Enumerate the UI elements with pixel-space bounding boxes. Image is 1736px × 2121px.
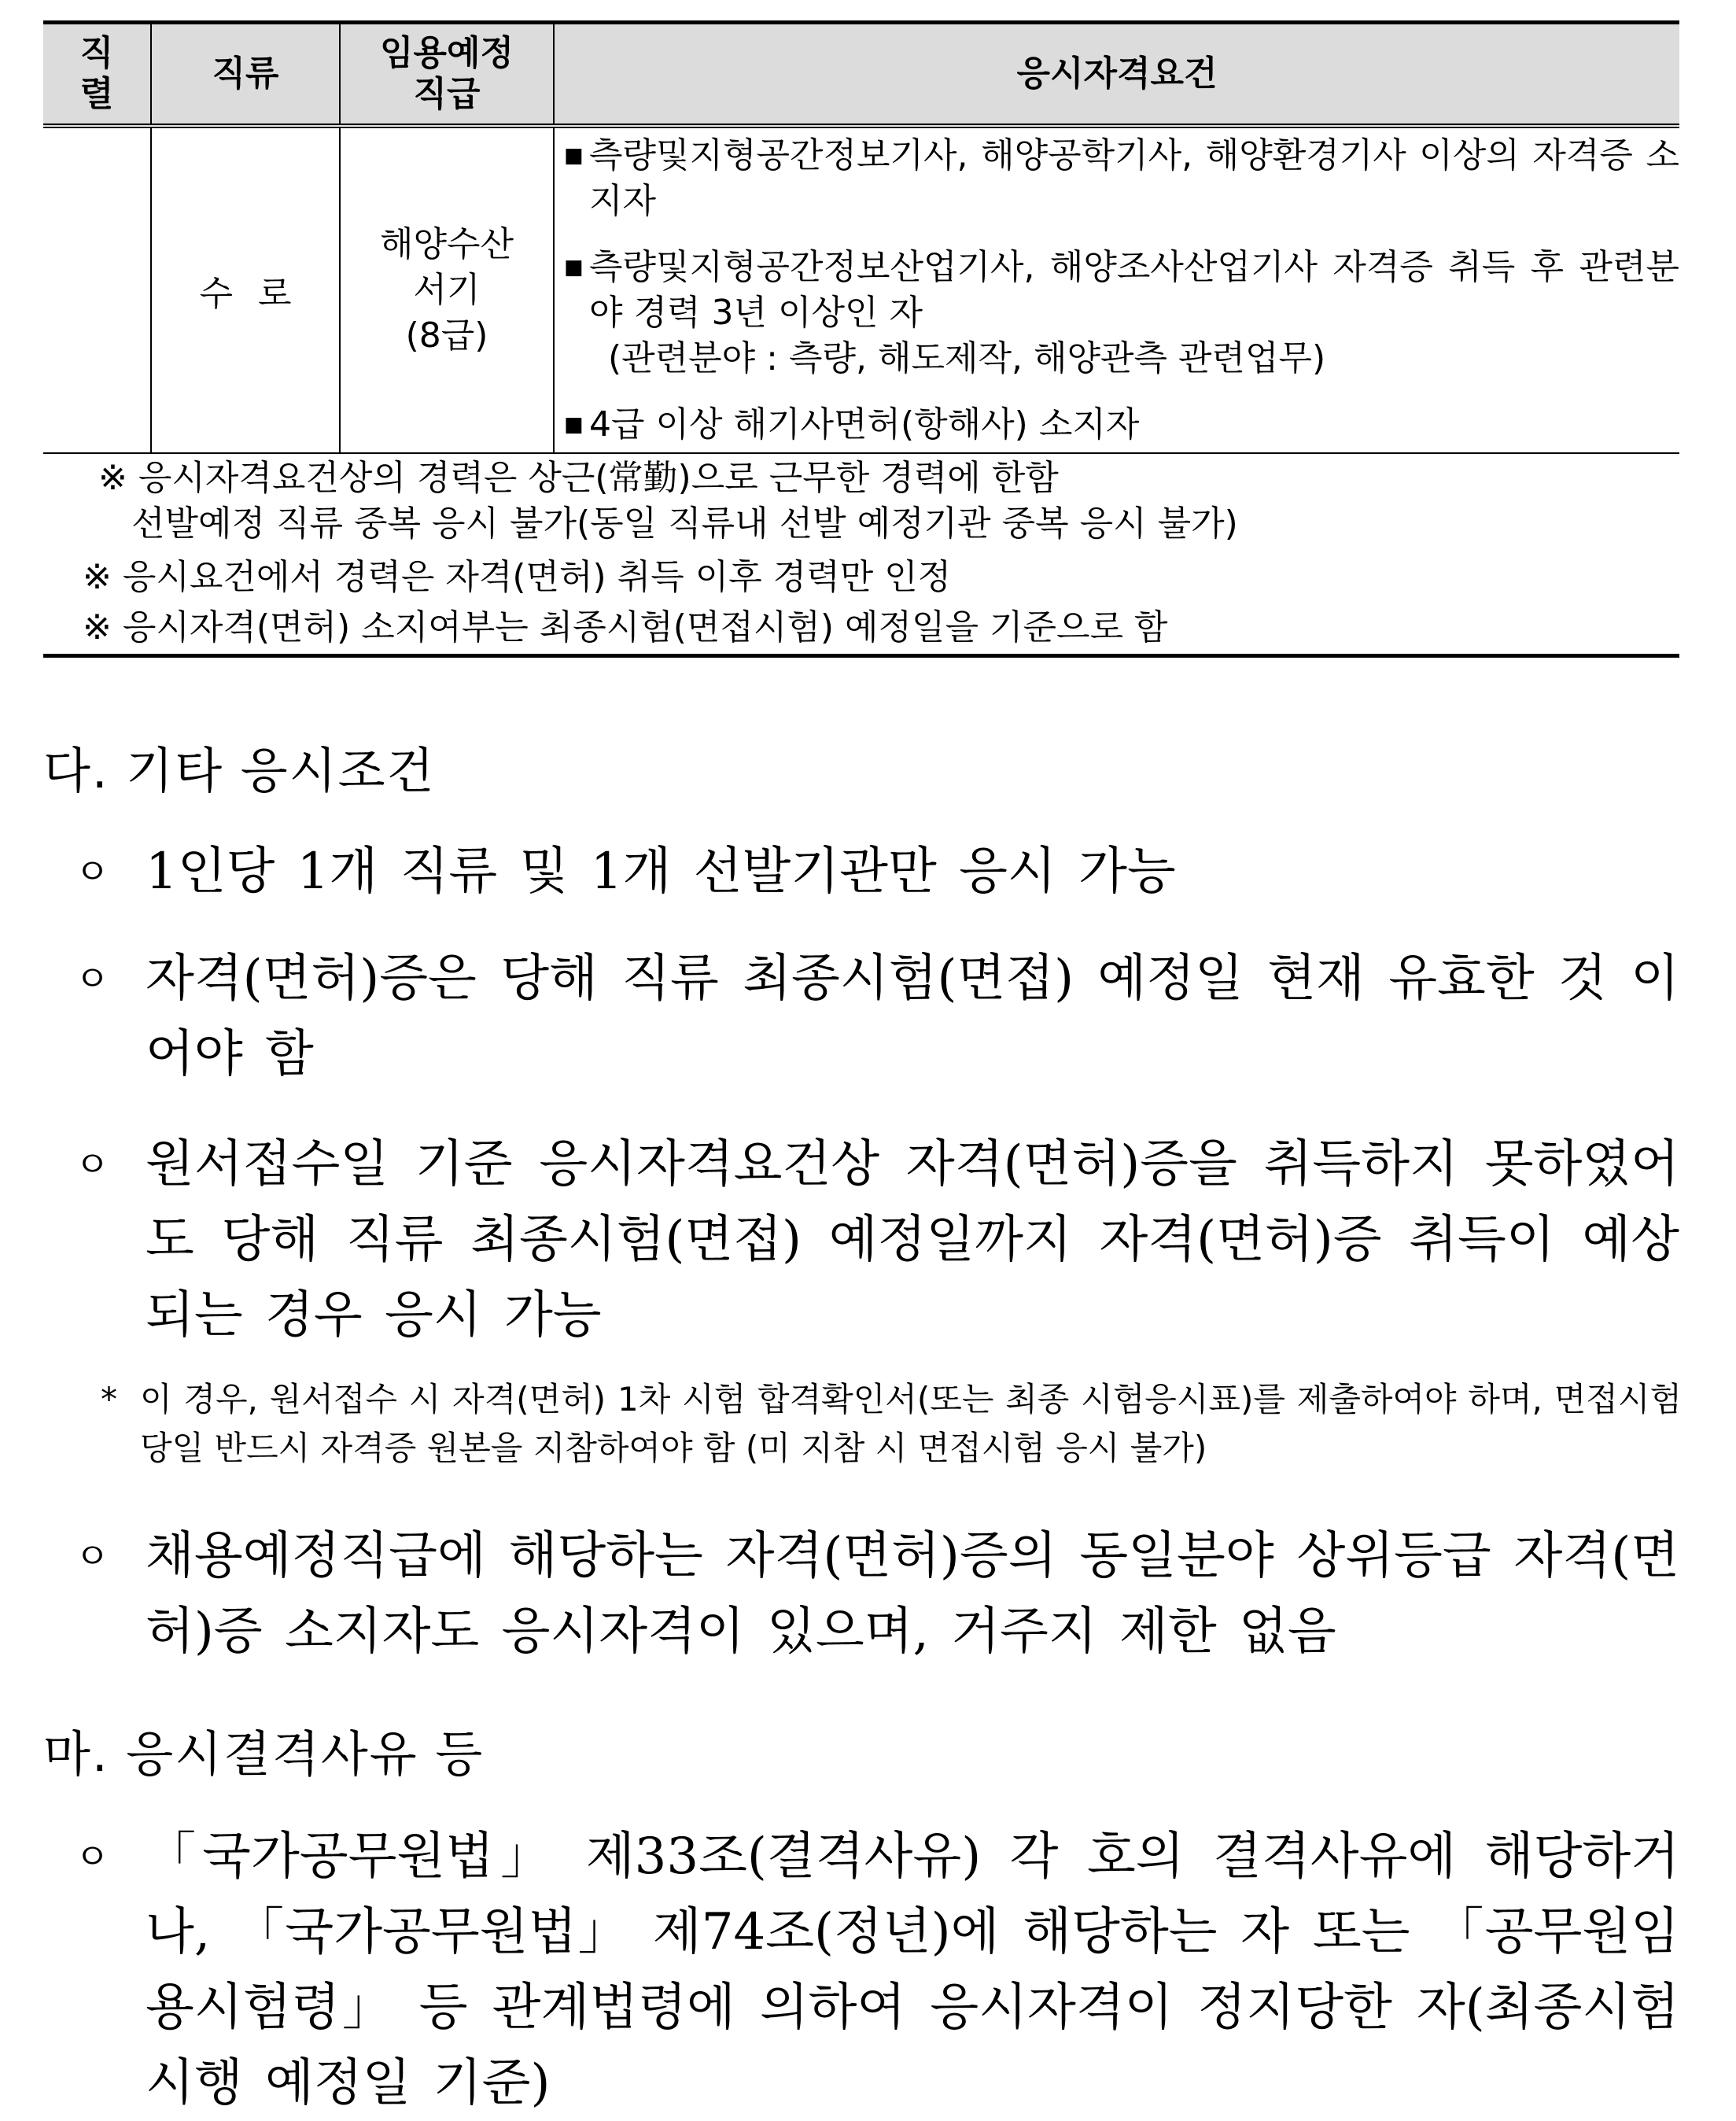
circle-marker-icon: ㅇ <box>75 1835 110 1878</box>
circle-marker-icon: ㅇ <box>75 1143 110 1186</box>
section-title-da: 다. 기타 응시조건 <box>43 742 436 799</box>
header-jikryu: 직류 <box>151 23 340 127</box>
requirement-text: 측량및지형공간정보기사, 해양공학기사, 해양환경기사 이상의 자격증 소지자 <box>589 135 1679 221</box>
requirement-item <box>564 402 1679 448</box>
requirements-table <box>43 20 1679 658</box>
header-requirement: 응시자격요건 <box>554 23 1679 127</box>
square-bullet-icon: ■ <box>564 256 584 279</box>
grade-line: 서기 <box>413 270 481 310</box>
table-note: ※ 응시요건에서 경력은 자격(면허) 취득 이후 경력만 인정 <box>83 557 952 597</box>
cell-grade <box>340 126 554 453</box>
section-title-ma: 마. 응시결격사유 등 <box>43 1725 485 1783</box>
circle-marker-icon: ㅇ <box>75 957 110 1000</box>
circle-marker-icon: ㅇ <box>75 850 110 893</box>
cell-jikryeol <box>43 126 151 453</box>
square-bullet-icon: ■ <box>564 413 584 437</box>
list-item <box>75 1127 1679 1353</box>
item-text: 1인당 1개 직류 및 1개 선발기관만 응시 가능 <box>146 843 1176 901</box>
header-jikryeol: 직 렬 <box>43 23 151 127</box>
list-item <box>75 941 1679 1092</box>
table-note: ※ 응시자격(면허) 소지여부는 최종시험(면접시험) 예정일을 기준으로 함 <box>83 607 1168 647</box>
asterisk-note <box>101 1375 1682 1473</box>
circle-marker-icon: ㅇ <box>75 1535 110 1577</box>
square-bullet-icon: ■ <box>564 144 584 168</box>
list-item <box>75 1819 1679 2121</box>
header-grade: 임용예정 직급 <box>340 23 554 127</box>
item-text: 자격(면허)증은 당해 직류 최종시험(면접) 예정일 현재 유효한 것 이어야 함 <box>146 950 1679 1083</box>
table-note: 선발예정 직류 중복 응시 불가(동일 직류내 선발 예정기관 중복 응시 불가) <box>131 504 1238 544</box>
grade-line: (8급) <box>405 315 488 356</box>
requirement-item <box>564 133 1679 224</box>
requirement-sub: (관련분야 : 측량, 해도제작, 해양관측 관련업무) <box>608 338 1326 378</box>
item-text: 채용예정직급에 해당하는 자격(면허)증의 동일분야 상위등급 자격(면허)증 소지자도 응시자격이 있으며, 거주지 제한 없음 <box>146 1527 1679 1661</box>
requirement-main: 측량및지형공간정보산업기사, 해양조사산업기사 자격증 취득 후 관련분야 경력 3년 이상인 자 <box>589 247 1679 333</box>
grade-line: 해양수산 <box>379 224 514 264</box>
list-item <box>75 1518 1679 1669</box>
requirement-item <box>564 245 1679 382</box>
item-text: 원서접수일 기준 응시자격요건상 자격(면허)증을 취득하지 못하였어도 당해 직류 최종시험(면접) 예정일까지 자격(면허)증 취득이 예상되는 경우 응시 가능 <box>146 1135 1679 1345</box>
table-notes <box>43 453 1679 656</box>
note-text: 이 경우, 원서접수 시 자격(면허) 1차 시험 합격확인서(또는 최종 시험응시표)를 제출하여야 하며, 면접시험 당일 반드시 자격증 원본을 지참하여야 함 (미 지참 시 면접시험 응시 불가) <box>140 1380 1682 1467</box>
asterisk-marker: * <box>101 1380 117 1418</box>
cell-requirements <box>554 126 1679 453</box>
cell-jikryu: 수 로 <box>151 126 340 453</box>
item-text: 「국가공무원법」 제33조(결격사유) 각 호의 결격사유에 해당하거나, 「국가공무원법」 제74조(정년)에 해당하는 자 또는 「공무원임용시험령」 등 관계법령에 의하여 응시자격이 정지당한 자(최종시험 시행 예정일 기준) <box>146 1828 1679 2112</box>
requirement-text: 4급 이상 해기사면허(항해사) 소지자 <box>589 404 1140 444</box>
table-note: ※ 응시자격요건상의 경력은 상근(常勤)으로 근무한 경력에 한함 <box>98 458 1059 498</box>
list-item <box>75 834 1679 909</box>
requirement-text <box>589 245 1679 382</box>
